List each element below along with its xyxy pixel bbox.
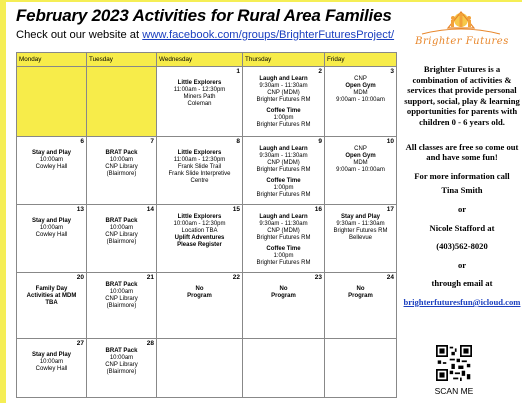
day-number: 22 bbox=[232, 274, 240, 281]
calendar-day-cell bbox=[325, 339, 397, 398]
calendar-header-row bbox=[17, 53, 397, 67]
event-line: Program bbox=[348, 293, 373, 299]
event-line: Brighter Futures RM bbox=[256, 235, 311, 241]
calendar-day-cell bbox=[87, 137, 157, 205]
event-line: Little Explorers bbox=[177, 214, 222, 220]
event-line: 11:00am - 12:30pm bbox=[173, 87, 226, 93]
logo-text: Brighter Futures bbox=[415, 36, 509, 47]
event-details bbox=[243, 205, 324, 267]
event-line: Uplift Adventures bbox=[174, 235, 225, 241]
event-line: 10:00am bbox=[39, 225, 64, 231]
calendar-day-cell bbox=[87, 67, 157, 137]
calendar-day-cell bbox=[17, 273, 87, 339]
event-line: Little Explorers bbox=[177, 150, 222, 156]
calendar-day-cell bbox=[17, 137, 87, 205]
event-line: Brighter Futures RM bbox=[256, 122, 311, 128]
calendar-day-cell bbox=[17, 205, 87, 273]
email-intro: through email at bbox=[431, 278, 493, 289]
event-line: Frank Slide Interpretive bbox=[168, 171, 231, 177]
event-line: 9:00am - 10:00am bbox=[336, 97, 385, 103]
day-number: 13 bbox=[76, 206, 84, 213]
day-header: Friday bbox=[325, 53, 397, 67]
calendar-day-cell bbox=[157, 273, 243, 339]
day-number: 3 bbox=[390, 68, 394, 75]
calendar-day-cell bbox=[325, 137, 397, 205]
activity-calendar bbox=[16, 52, 397, 398]
event-line: TBA bbox=[45, 300, 58, 306]
day-number: 17 bbox=[386, 206, 394, 213]
event-line: Stay and Play bbox=[31, 218, 72, 224]
calendar-day-cell bbox=[243, 67, 325, 137]
event-details bbox=[17, 273, 86, 307]
event-details bbox=[157, 137, 242, 185]
event-line: CNP Library bbox=[105, 296, 138, 302]
event-line: Bellevue bbox=[348, 235, 372, 241]
event-details bbox=[87, 205, 156, 246]
event-details bbox=[157, 339, 242, 348]
day-number: 27 bbox=[76, 340, 84, 347]
event-details bbox=[87, 67, 156, 76]
event-line: 9:30am - 11:30am bbox=[336, 221, 385, 227]
event-line: CNP (MDM) bbox=[267, 160, 300, 166]
event-line: Brighter Futures RM bbox=[256, 97, 311, 103]
event-line: Open Gym bbox=[345, 83, 376, 89]
day-number: 8 bbox=[236, 138, 240, 145]
calendar-week-row bbox=[17, 67, 397, 137]
event-line: CNP bbox=[354, 146, 367, 152]
day-header: Thursday bbox=[243, 53, 325, 67]
event-line: 1:00pm bbox=[273, 185, 294, 191]
calendar-day-cell bbox=[243, 273, 325, 339]
event-line: Cowley Hall bbox=[35, 366, 68, 372]
page-title: February 2023 Activities for Rural Area Families bbox=[16, 6, 392, 25]
day-number: 14 bbox=[146, 206, 154, 213]
event-line: 10:00am bbox=[39, 359, 64, 365]
calendar-day-cell bbox=[325, 67, 397, 137]
event-line: Laugh and Learn bbox=[259, 146, 308, 152]
event-line: (Blairmore) bbox=[106, 369, 137, 375]
day-header: Tuesday bbox=[87, 53, 157, 67]
event-line: CNP Library bbox=[105, 362, 138, 368]
program-description: Brighter Futures is a combination of activities & services that provide personal support, social, play & learning opportunities for parents with children 0 - 6 years old. bbox=[404, 64, 520, 127]
event-details bbox=[87, 137, 156, 178]
event-line: CNP Library bbox=[105, 164, 138, 170]
event-line: Program bbox=[271, 293, 296, 299]
event-line: No bbox=[195, 286, 204, 292]
event-line: 10:00am - 12:30pm bbox=[173, 221, 226, 227]
event-line: (Blairmore) bbox=[106, 303, 137, 309]
calendar-week-row bbox=[17, 273, 397, 339]
event-details bbox=[325, 67, 396, 104]
event-details bbox=[157, 67, 242, 108]
event-line: (Blairmore) bbox=[106, 171, 137, 177]
event-details bbox=[157, 273, 242, 300]
calendar-day-cell bbox=[87, 339, 157, 398]
calendar-day-cell bbox=[325, 205, 397, 273]
calendar-day-cell bbox=[157, 205, 243, 273]
event-line: Activities at MDM bbox=[26, 293, 77, 299]
event-line: 9:30am - 11:30am bbox=[259, 83, 308, 89]
event-line: 10:00am bbox=[109, 225, 134, 231]
qr-caption: SCAN ME bbox=[434, 386, 474, 396]
event-details bbox=[243, 339, 324, 348]
day-header: Monday bbox=[17, 53, 87, 67]
day-number: 15 bbox=[232, 206, 240, 213]
calendar-week-row bbox=[17, 205, 397, 273]
event-line: Centre bbox=[190, 178, 209, 184]
event-line: Coffee Time bbox=[266, 108, 301, 114]
event-line: Location TBA bbox=[181, 228, 218, 234]
qr-code[interactable] bbox=[436, 345, 472, 381]
event-details bbox=[17, 137, 86, 171]
contact-heading: For more information call bbox=[414, 170, 510, 181]
event-line: 10:00am bbox=[109, 289, 134, 295]
day-header: Wednesday bbox=[157, 53, 243, 67]
calendar-week-row bbox=[17, 137, 397, 205]
event-line: 1:00pm bbox=[273, 115, 294, 121]
day-number: 23 bbox=[314, 274, 322, 281]
program-info bbox=[401, 64, 522, 308]
calendar-day-cell bbox=[243, 137, 325, 205]
calendar-day-cell bbox=[17, 67, 87, 137]
contact-name-2: Nicole Stafford at bbox=[429, 222, 495, 233]
day-number: 28 bbox=[146, 340, 154, 347]
event-line: 9:30am - 11:30am bbox=[259, 221, 308, 227]
calendar-day-cell bbox=[157, 137, 243, 205]
day-number: 6 bbox=[80, 138, 84, 145]
event-line: CNP Library bbox=[105, 232, 138, 238]
event-line: Stay and Play bbox=[340, 214, 381, 220]
day-number: 10 bbox=[386, 138, 394, 145]
event-line: BRAT Pack bbox=[105, 282, 138, 288]
event-details bbox=[243, 67, 324, 129]
event-line: Brighter Futures RM bbox=[256, 167, 311, 173]
event-line: MDM bbox=[353, 90, 368, 96]
calendar-day-cell bbox=[17, 339, 87, 398]
day-number: 24 bbox=[386, 274, 394, 281]
calendar-week-row bbox=[17, 339, 397, 398]
event-line: BRAT Pack bbox=[105, 348, 138, 354]
event-line: Stay and Play bbox=[31, 150, 72, 156]
email-link[interactable]: brighterfuturesfun@icloud.com bbox=[403, 296, 521, 307]
calendar-day-cell bbox=[87, 205, 157, 273]
event-line: 10:00am bbox=[109, 355, 134, 361]
event-details bbox=[325, 205, 396, 242]
website-prefix: Check out our website at bbox=[16, 29, 143, 41]
event-line: 9:30am - 11:30am bbox=[259, 153, 308, 159]
calendar-day-cell bbox=[325, 273, 397, 339]
event-line: Brighter Futures RM bbox=[256, 192, 311, 198]
event-line: Coffee Time bbox=[266, 178, 301, 184]
calendar-day-cell bbox=[157, 67, 243, 137]
event-details bbox=[157, 205, 242, 249]
event-line: 10:00am bbox=[39, 157, 64, 163]
day-number: 16 bbox=[314, 206, 322, 213]
event-line: Brighter Futures RM bbox=[256, 260, 311, 266]
event-line: Open Gym bbox=[345, 153, 376, 159]
event-line: 11:00am - 12:30pm bbox=[173, 157, 226, 163]
event-line: Coffee Time bbox=[266, 246, 301, 252]
event-details bbox=[17, 67, 86, 76]
day-number: 7 bbox=[150, 138, 154, 145]
event-line: Laugh and Learn bbox=[259, 214, 308, 220]
event-line: No bbox=[279, 286, 288, 292]
day-number: 2 bbox=[318, 68, 322, 75]
calendar-day-cell bbox=[157, 339, 243, 398]
day-number: 21 bbox=[146, 274, 154, 281]
day-number: 20 bbox=[76, 274, 84, 281]
website-link[interactable]: www.facebook.com/groups/BrighterFuturesProject/ bbox=[142, 29, 395, 41]
event-line: MDM bbox=[353, 160, 368, 166]
event-line: 10:00am bbox=[109, 157, 134, 163]
event-line: 9:00am - 10:00am bbox=[336, 167, 385, 173]
event-details bbox=[243, 137, 324, 199]
or-text: or bbox=[457, 259, 467, 270]
event-details bbox=[87, 339, 156, 376]
calendar-day-cell bbox=[87, 273, 157, 339]
calendar-day-cell bbox=[243, 339, 325, 398]
event-line: Program bbox=[187, 293, 212, 299]
event-details bbox=[243, 273, 324, 300]
day-number: 9 bbox=[318, 138, 322, 145]
event-line: No bbox=[356, 286, 365, 292]
or-text: or bbox=[457, 203, 467, 214]
event-line: Brighter Futures RM bbox=[333, 228, 388, 234]
free-classes-note: All classes are free so come out and have some fun! bbox=[405, 141, 519, 163]
event-line: 1:00pm bbox=[273, 253, 294, 259]
calendar-day-cell bbox=[243, 205, 325, 273]
event-line: Little Explorers bbox=[177, 80, 222, 86]
phone-number: (403)562-8020 bbox=[436, 241, 488, 252]
event-details bbox=[17, 205, 86, 239]
event-line: Stay and Play bbox=[31, 352, 72, 358]
event-line: Miners Path bbox=[183, 94, 216, 100]
event-line: CNP (MDM) bbox=[267, 228, 300, 234]
event-line: CNP bbox=[354, 76, 367, 82]
event-line: BRAT Pack bbox=[105, 218, 138, 224]
event-line: Cowley Hall bbox=[35, 164, 68, 170]
day-number: 1 bbox=[236, 68, 240, 75]
event-line: Family Day bbox=[35, 286, 68, 292]
event-line: Frank Slide Trail bbox=[177, 164, 222, 170]
event-line: Please Register bbox=[177, 242, 222, 248]
event-line: CNP (MDM) bbox=[267, 90, 300, 96]
event-details bbox=[325, 273, 396, 300]
event-line: Laugh and Learn bbox=[259, 76, 308, 82]
event-details bbox=[325, 339, 396, 348]
event-details bbox=[17, 339, 86, 373]
event-details bbox=[325, 137, 396, 174]
event-line: BRAT Pack bbox=[105, 150, 138, 156]
event-details bbox=[87, 273, 156, 310]
event-line: (Blairmore) bbox=[106, 239, 137, 245]
event-line: Cowley Hall bbox=[35, 232, 68, 238]
contact-name-1: Tina Smith bbox=[441, 185, 483, 196]
event-line: Coleman bbox=[187, 101, 212, 107]
website-line bbox=[16, 29, 394, 41]
